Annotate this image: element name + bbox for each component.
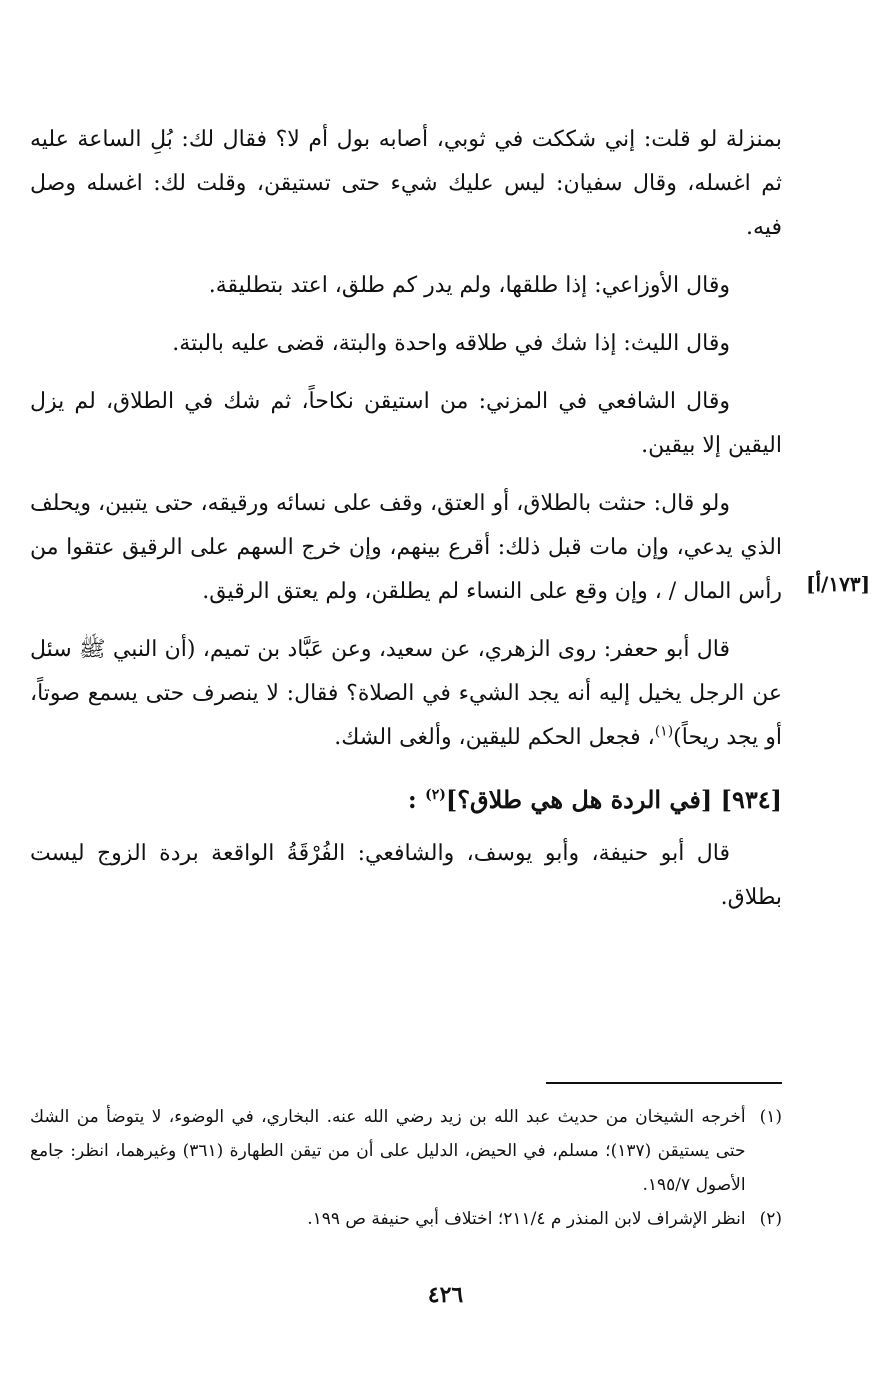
paragraph-hanith: ولو قال: حنثت بالطلاق، أو العتق، وقف على نسائه ورقيقه، حتى يتبين، ويحلف الذي يدعي، وإن مات قبل ذلك: أقرع بينهم، وإن خرج السهم على الرقيق عتقوا من رأس المال / ، وإن وقع على النساء لم يطلقن، ولم يعتق الرقيق. xyxy=(30,491,782,604)
page-number: ٤٢٦ xyxy=(427,1282,464,1308)
margin-folio-reference: [١٧٣/أ] xyxy=(806,572,871,596)
section-heading-text: [٩٣٤] [في الردة هل هي طلاق؟] xyxy=(445,785,782,814)
footnote-separator xyxy=(546,1082,782,1084)
footnote-text: انظر الإشراف لابن المنذر م ٢١١/٤؛ اختلاف أبي حنيفة ص ١٩٩. xyxy=(307,1209,746,1229)
paragraph-layth: وقال الليث: إذا شك في طلاقه واحدة والبتة، قضى عليه بالبتة. xyxy=(172,331,730,356)
footnote-1 xyxy=(30,1100,782,1202)
hadith-conclusion: ، فجعل الحكم لليقين، وألغى الشك. xyxy=(334,725,655,750)
hadith-text: قال أبو حعفر: روى الزهري، عن سعيد، وعن عَبَّاد بن تميم، (أن النبي ﷺ سئل عن الرجل يخيل إليه أنه يجد الشيء في الصلاة؟ فقال: لا ينصرف حتى يسمع صوتاً، أو يجد ريحاً) xyxy=(30,637,782,750)
main-text xyxy=(30,118,782,934)
paragraph-1: بمنزلة لو قلت: إني شككت في ثوبي، أصابه بول أم لا؟ فقال لك: بُلِ الساعة عليه ثم اغسله، وقال سفيان: ليس عليك شيء حتى تستيقن، وقلت لك: اغسله وصل فيه. xyxy=(30,127,782,240)
section-heading xyxy=(30,778,782,822)
section-heading-colon: : xyxy=(407,785,417,814)
footnotes xyxy=(30,1100,782,1236)
paragraph-ridda: قال أبو حنيفة، وأبو يوسف، والشافعي: الفُرْقَةُ الواقعة بردة الزوج ليست بطلاق. xyxy=(30,841,782,910)
footnote-marker-2[interactable]: (٢) xyxy=(425,787,446,803)
paragraph-shafii: وقال الشافعي في المزني: من استيقن نكاحاً، ثم شك في الطلاق، لم يزل اليقين إلا بيقين. xyxy=(30,389,782,458)
footnote-number: (٢) xyxy=(759,1209,782,1229)
paragraph-awzai: وقال الأوزاعي: إذا طلقها، ولم يدر كم طلق، اعتد بتطليقة. xyxy=(208,273,730,298)
paragraph-hadith xyxy=(30,628,782,760)
footnote-2 xyxy=(30,1202,782,1236)
footnote-text: أخرجه الشيخان من حديث عبد الله بن زيد رضي الله عنه. البخاري، في الوضوء، لا يتوضأ من الشك حتى يستيقن (١٣٧)؛ مسلم، في الحيض، الدليل على أن من تيقن الطهارة (٣٦١) وغيرهما، انظر: جامع الأصول ١٩٥/٧. xyxy=(30,1107,746,1195)
footnote-marker-1[interactable]: (١) xyxy=(654,723,674,740)
footnote-number: (١) xyxy=(759,1107,782,1127)
